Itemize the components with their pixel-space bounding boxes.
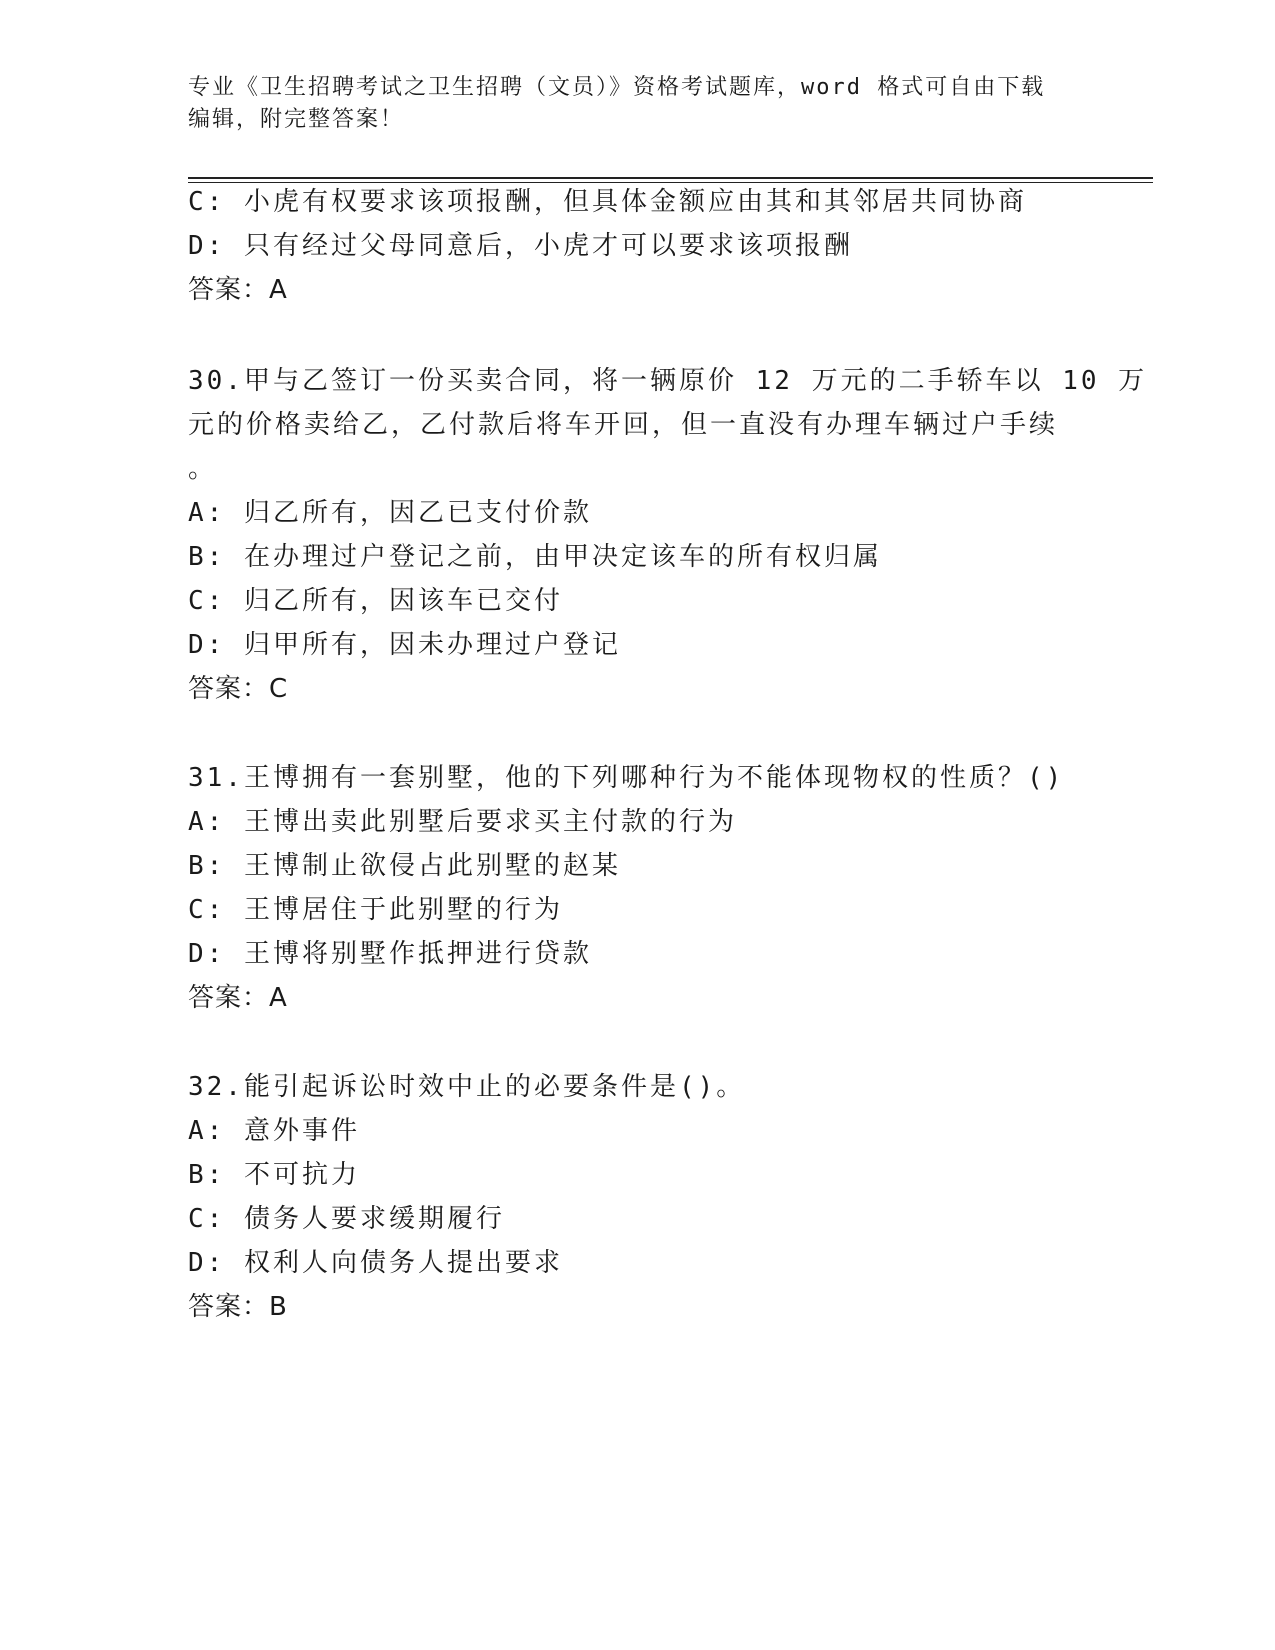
q32-option-d: D: 权利人向债务人提出要求: [188, 1248, 563, 1278]
header-line-2: 编辑，附完整答案！: [188, 107, 405, 132]
header-divider-thin: [188, 182, 1153, 183]
q30-option-b: B: 在办理过户登记之前，由甲决定该车的所有权归属: [188, 542, 882, 572]
q32-answer: 答案：B: [188, 1292, 288, 1322]
q31-answer: 答案：A: [188, 983, 288, 1013]
q31-option-c: C: 王博居住于此别墅的行为: [188, 895, 563, 925]
header-line-1: 专业《卫生招聘考试之卫生招聘（文员）》资格考试题库，word 格式可自由下载: [188, 75, 1046, 100]
q30-stem-line-1: 30.甲与乙签订一份买卖合同，将一辆原价 12 万元的二手轿车以 10 万: [188, 366, 1148, 396]
q32-option-a: A: 意外事件: [188, 1116, 360, 1146]
q32-stem: 32.能引起诉讼时效中止的必要条件是()。: [188, 1072, 746, 1102]
q30-stem-line-2: 元的价格卖给乙，乙付款后将车开回，但一直没有办理车辆过户手续: [188, 410, 1059, 440]
q32-option-b: B: 不可抗力: [188, 1160, 360, 1190]
q31-option-a: A: 王博出卖此别墅后要求买主付款的行为: [188, 807, 737, 837]
q30-answer: 答案：C: [188, 674, 289, 704]
document-header: [188, 72, 1088, 136]
q31-option-d: D: 王博将别墅作抵押进行贷款: [188, 939, 592, 969]
q29-option-c: C: 小虎有权要求该项报酬，但具体金额应由其和其邻居共同协商: [188, 187, 1027, 217]
header-divider: [188, 177, 1153, 179]
q32-option-c: C: 债务人要求缓期履行: [188, 1204, 505, 1234]
q31-option-b: B: 王博制止欲侵占此别墅的赵某: [188, 851, 621, 881]
q30-stem-line-3: 。: [188, 454, 218, 484]
q30-option-c: C: 归乙所有，因该车已交付: [188, 586, 563, 616]
q30-option-a: A: 归乙所有，因乙已支付价款: [188, 498, 592, 528]
q30-option-d: D: 归甲所有，因未办理过户登记: [188, 630, 621, 660]
q29-option-d: D: 只有经过父母同意后，小虎才可以要求该项报酬: [188, 231, 853, 261]
q29-answer: 答案：A: [188, 275, 288, 305]
q31-stem: 31.王博拥有一套别墅，他的下列哪种行为不能体现物权的性质？(): [188, 763, 1065, 793]
